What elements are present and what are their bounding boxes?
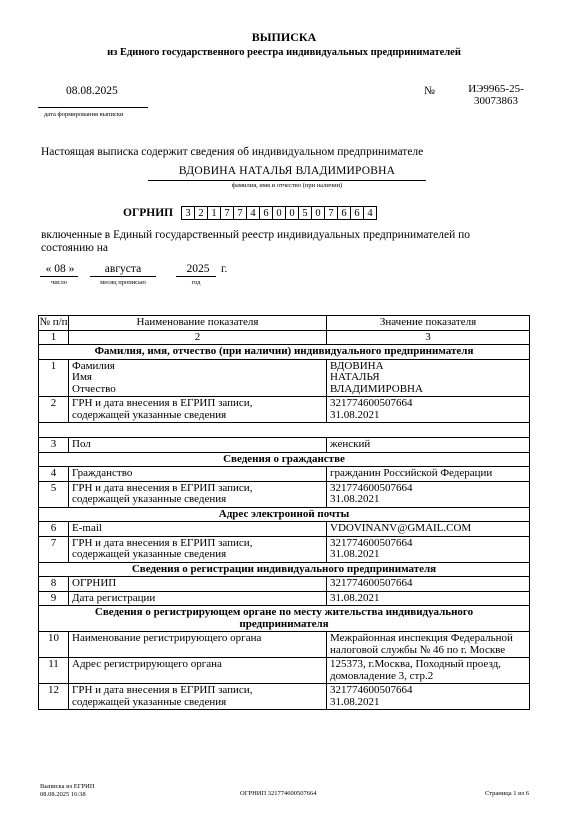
- section-title: [39, 606, 530, 632]
- name-underline: [148, 180, 426, 181]
- row-value: гражданин Российской Федерации: [327, 467, 530, 482]
- col-num-2: 2: [69, 330, 327, 345]
- state-year-suffix: г.: [221, 263, 228, 275]
- row-label: [69, 536, 327, 562]
- state-day: « 08 »: [45, 263, 75, 275]
- value-line: 125373, г.Москва, Походный проезд,: [330, 658, 501, 670]
- table-row: [39, 632, 530, 658]
- section-title: Фамилия, имя, отчество (при наличии) индивидуального предпринимателя: [39, 345, 530, 360]
- state-year: 2025: [186, 263, 210, 275]
- extract-table: [38, 315, 530, 710]
- ogrnip-digit: 0: [285, 206, 299, 220]
- section-title-line: предпринимателя: [239, 617, 329, 630]
- row-number: 11: [39, 658, 69, 684]
- section-title: Адрес электронной почты: [39, 507, 530, 522]
- value-line: 321774600507664: [330, 684, 413, 696]
- footer-page-number: Страница 1 из 6: [485, 790, 530, 797]
- issue-date: 08.08.2025: [66, 85, 118, 97]
- section-title-line: Сведения о регистрирующем органе по месту жительства индивидуального: [94, 606, 474, 618]
- row-label: E-mail: [69, 522, 327, 537]
- ogrnip-digit: 6: [337, 206, 351, 220]
- footer-ogrnip: ОГРНИП 321774600507664: [240, 790, 317, 797]
- ogrnip-digit: 5: [298, 206, 312, 220]
- section-title: Сведения о регистрации индивидуального предпринимателя: [39, 562, 530, 577]
- value-line: налоговой службы № 46 по г. Москве: [330, 643, 506, 656]
- day-caption: число: [50, 279, 68, 286]
- ogrnip-boxes: [181, 206, 376, 220]
- label-line: содержащей указанные сведения: [72, 493, 227, 505]
- month-underline: [90, 276, 156, 277]
- ogrnip-digit: 7: [324, 206, 338, 220]
- label-line: ГРН и дата внесения в ЕГРИП записи,: [72, 397, 253, 409]
- name-caption: фамилия, имя и отчество (при наличии): [231, 182, 343, 189]
- table-row: [39, 522, 530, 537]
- label-line: ГРН и дата внесения в ЕГРИП записи,: [72, 481, 253, 494]
- label-line: Отчество: [72, 382, 116, 395]
- row-number: 5: [39, 481, 69, 507]
- table-row: [39, 438, 530, 453]
- label-line: содержащей указанные сведения: [72, 548, 227, 560]
- value-line: НАТАЛЬЯ: [330, 371, 380, 383]
- col-num-3: 3: [327, 330, 530, 345]
- spacer-cell: [39, 423, 530, 438]
- intro-text: Настоящая выписка содержит сведения об индивидуальном предпринимателе: [41, 146, 424, 158]
- label-line: содержащей указанные сведения: [72, 408, 227, 421]
- row-value: [327, 536, 530, 562]
- ogrnip-digit: 7: [220, 206, 234, 220]
- table-row: [39, 397, 530, 423]
- year-underline: [176, 276, 216, 277]
- date-underline: [38, 107, 148, 108]
- ogrnip-digit: 4: [363, 206, 377, 220]
- table-row: [39, 591, 530, 606]
- table-header-row: [39, 316, 530, 331]
- row-number: 1: [39, 359, 69, 397]
- col-num-1: 1: [39, 330, 69, 345]
- label-line: Фамилия: [72, 359, 115, 372]
- extract-number-line1: ИЭ9965-25-: [468, 83, 524, 95]
- ogrnip-digit: 6: [259, 206, 273, 220]
- row-number: 7: [39, 536, 69, 562]
- ogrnip-digit: 1: [207, 206, 221, 220]
- value-line: 31.08.2021: [330, 548, 380, 560]
- ogrnip-digit: 6: [350, 206, 364, 220]
- extract-number-line2: 30073863: [474, 95, 518, 107]
- ogrnip-digit: 3: [181, 206, 195, 220]
- row-value: [327, 658, 530, 684]
- label-line: ГРН и дата внесения в ЕГРИП записи,: [72, 684, 253, 696]
- value-line: Межрайонная инспекция Федеральной: [330, 632, 513, 644]
- row-value: [327, 397, 530, 423]
- value-line: домовладение 3, стр.2: [330, 669, 434, 682]
- footer-timestamp: 08.08.2025 16:38: [40, 790, 86, 798]
- month-caption: месяц прописью: [100, 279, 146, 286]
- row-value: 321774600507664: [327, 577, 530, 592]
- section-email: [39, 507, 530, 522]
- section-citizenship: [39, 452, 530, 467]
- document-subtitle: из Единого государственного реестра индивидуальных предпринимателей: [107, 47, 461, 58]
- ogrnip-digit: 0: [272, 206, 286, 220]
- row-label: [69, 359, 327, 397]
- row-number: 4: [39, 467, 69, 482]
- row-label: Пол: [69, 438, 327, 453]
- year-caption: год: [191, 279, 201, 286]
- value-line: 321774600507664: [330, 397, 413, 409]
- row-label: [69, 481, 327, 507]
- table-row: [39, 481, 530, 507]
- state-month: августа: [104, 263, 142, 275]
- ogrnip-digit: 4: [246, 206, 260, 220]
- row-label: Адрес регистрирующего органа: [69, 658, 327, 684]
- col-number-header: № п/п: [39, 316, 68, 328]
- value-line: ВДОВИНА: [330, 359, 384, 372]
- value-line: 31.08.2021: [330, 493, 380, 505]
- section-fio: [39, 345, 530, 360]
- row-label: Наименование регистрирующего органа: [69, 632, 327, 658]
- section-registering-authority: [39, 606, 530, 632]
- row-number: 9: [39, 591, 69, 606]
- ogrnip-digit: 0: [311, 206, 325, 220]
- entrepreneur-name: ВДОВИНА НАТАЛЬЯ ВЛАДИМИРОВНА: [178, 165, 396, 177]
- col-indicator-header: Наименование показателя: [69, 316, 327, 331]
- row-number: 12: [39, 684, 69, 710]
- row-label: ОГРНИП: [69, 577, 327, 592]
- column-numbers-row: [39, 330, 530, 345]
- row-value: [327, 359, 530, 397]
- label-line: ГРН и дата внесения в ЕГРИП записи,: [72, 536, 253, 549]
- row-label: Дата регистрации: [69, 591, 327, 606]
- table-row: [39, 684, 530, 710]
- label-line: Имя: [72, 371, 92, 383]
- section-registration: [39, 562, 530, 577]
- day-underline: [40, 276, 78, 277]
- row-number: 6: [39, 522, 69, 537]
- ogrnip-digit: 2: [194, 206, 208, 220]
- table-row: [39, 359, 530, 397]
- row-label: [69, 397, 327, 423]
- row-value: [327, 684, 530, 710]
- row-number: 10: [39, 632, 69, 658]
- row-value: женский: [327, 438, 530, 453]
- extract-number: [446, 83, 546, 107]
- footer-doc-name: Выписка из ЕГРИП: [40, 783, 95, 790]
- value-line: 321774600507664: [330, 536, 413, 549]
- row-value: VDOVINANV@GMAIL.COM: [327, 522, 530, 537]
- row-value: 31.08.2021: [327, 591, 530, 606]
- row-label: [69, 684, 327, 710]
- value-line: 31.08.2021: [330, 695, 380, 708]
- row-number: 8: [39, 577, 69, 592]
- ogrnip-digit: 7: [233, 206, 247, 220]
- document-title: ВЫПИСКА: [251, 30, 317, 44]
- row-number: 2: [39, 397, 69, 423]
- table-row: [39, 577, 530, 592]
- spacer-row: [39, 423, 530, 438]
- table-row: [39, 467, 530, 482]
- footer-left: [40, 783, 95, 798]
- number-sign: №: [424, 85, 435, 97]
- ogrnip-label: ОГРНИП: [123, 207, 174, 219]
- label-line: содержащей указанные сведения: [72, 695, 227, 708]
- row-number: 3: [39, 438, 69, 453]
- value-line: 31.08.2021: [330, 408, 380, 421]
- issue-date-caption: дата формирования выписки: [44, 111, 124, 118]
- row-label: Гражданство: [69, 467, 327, 482]
- row-value: [327, 632, 530, 658]
- value-line: 321774600507664: [330, 481, 413, 494]
- value-line: ВЛАДИМИРОВНА: [330, 382, 423, 395]
- col-value-header: Значение показателя: [327, 316, 530, 331]
- table-row: [39, 536, 530, 562]
- section-title: Сведения о гражданстве: [39, 452, 530, 467]
- row-value: [327, 481, 530, 507]
- included-text: включенные в Единый государственный реестр индивидуальных предпринимателей по состоянию на: [41, 229, 471, 254]
- table-row: [39, 658, 530, 684]
